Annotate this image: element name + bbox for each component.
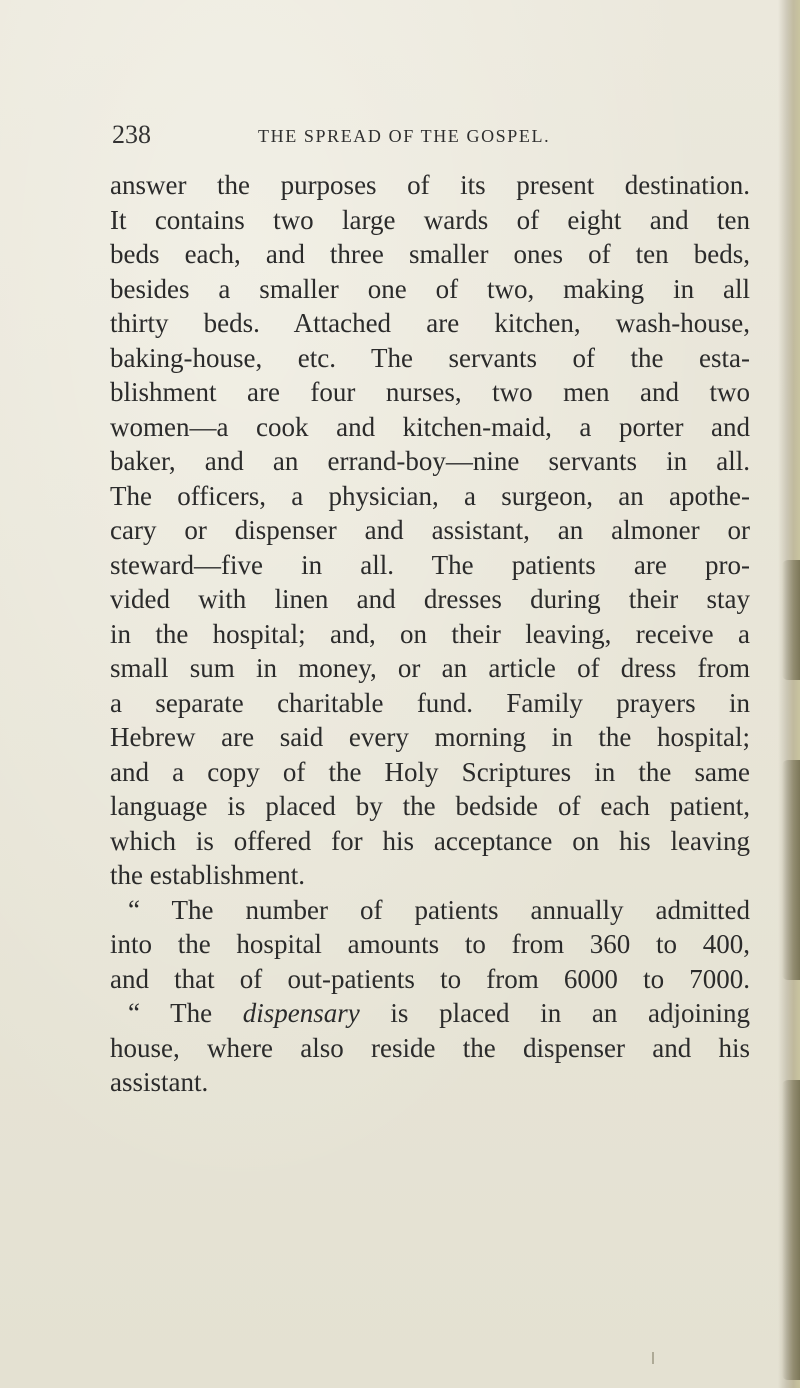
dispensary-line [110,996,750,1031]
text-line: It contains two large wards of eight and ten [110,204,750,235]
text-line: in the hospital; and, on their leaving, receive a [110,618,750,649]
text-line: small sum in money, or an article of dress from [110,653,750,683]
text-line: and a copy of the Holy Scriptures in the same [110,756,750,787]
text-line: thirty beds. Attached are kitchen, wash-house, [110,308,750,338]
text-line: cary or dispenser and assistant, an almoner or [110,515,750,545]
text-line: a separate charitable fund. Family prayers in [110,687,750,718]
text-line: “ The number of patients annually admitted [128,894,750,925]
text-line: house, where also reside the dispenser and his [110,1032,750,1063]
text-line: baking-house, etc. The servants of the esta- [110,342,750,373]
page-number: 238 [112,120,151,149]
text-line: The officers, a physician, a surgeon, an apothe- [110,480,750,511]
running-head: THE SPREAD OF THE GOSPEL. [258,126,551,146]
edge-stain [782,560,800,680]
text-line: into the hospital amounts to from 360 to 400, [110,929,750,959]
text-line: assistant. [110,1067,209,1097]
paper-speck [652,1352,654,1364]
text-line: beds each, and three smaller ones of ten beds, [110,239,750,269]
page-header [0,120,800,154]
edge-stain [782,1080,800,1380]
edge-stain [782,760,800,980]
text-line: and that of out-patients to from 6000 to 7000. [110,963,750,994]
text-fragment: “ The [128,998,243,1028]
text-line: women—a cook and kitchen-maid, a porter and [110,411,750,442]
text-line: language is placed by the bedside of each patient, [110,791,750,821]
text-line: besides a smaller one of two, making in all [110,273,750,304]
text-line: which is offered for his acceptance on his leaving [110,825,750,856]
text-line: baker, and an errand-boy—nine servants in all. [110,446,750,476]
text-line: vided with linen and dresses during their stay [110,584,750,614]
text-line: steward—five in all. The patients are pro- [110,549,750,580]
text-line: the establishment. [110,860,305,890]
text-fragment: is placed in an adjoining [359,998,750,1028]
text-line: blishment are four nurses, two men and two [110,377,750,407]
italic-term: dispensary [242,998,360,1028]
text-line: answer the purposes of its present destination. [110,170,750,200]
text-line: Hebrew are said every morning in the hospital; [110,722,750,752]
body-text [110,168,750,1100]
